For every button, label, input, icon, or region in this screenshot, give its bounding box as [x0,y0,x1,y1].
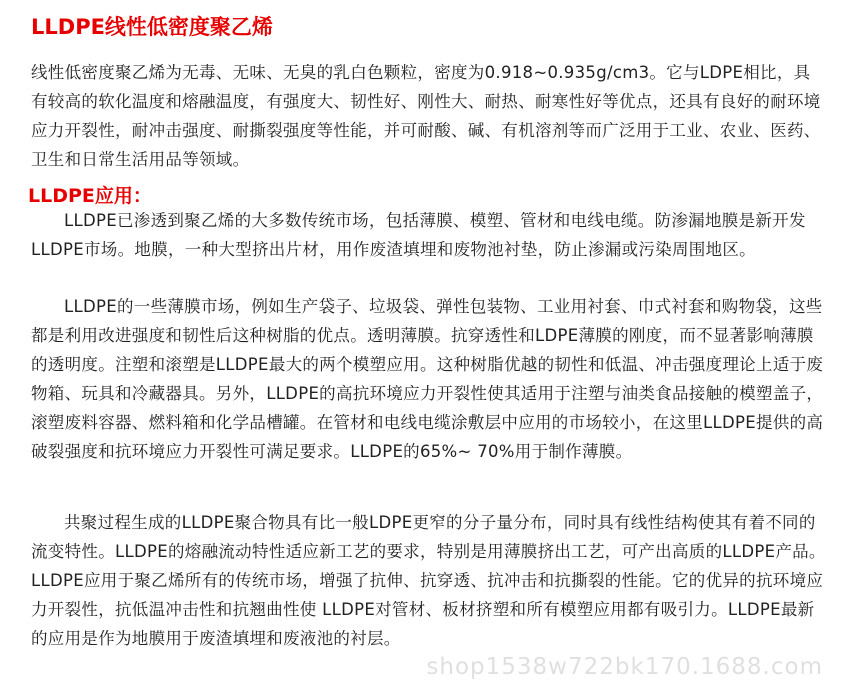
application-paragraph-2: LLDPE的一些薄膜市场，例如生产袋子、垃圾袋、弹性包装物、工业用衬套、巾式衬套和购物袋，这些都是利用改进强度和韧性后这种树脂的优点。透明薄膜。抗穿透性和LDPE薄膜的刚度，而不显著影响薄膜的透明度。注塑和滚塑是LLDPE最大的两个模塑应用。这种树脂优越的韧性和低温、冲击强度理论上适于废物箱、玩具和冷藏器具。另外，LLDPE的高抗环境应力开裂性使其适用于注塑与油类食品接触的模塑盖子，滚塑废料容器、燃料箱和化学品槽罐。在管材和电线电缆涂敷层中应用的市场较小，在这里LLDPE提供的高破裂强度和抗环境应力开裂性可满足要求。LLDPE的65%~ 70%用于制作薄膜。 [31,297,824,461]
application-paragraph-3: 共聚过程生成的LLDPE聚合物具有比一般LDPE更窄的分子量分布，同时具有线性结构使其有着不同的流变特性。LLDPE的熔融流动特性适应新工艺的要求，特别是用薄膜挤出工艺，可产出高质的LLDPE产品。LLDPE应用于聚乙烯所有的传统市场，增强了抗伸、抗穿透、抗冲击和抗撕裂的性能。它的优异的抗环境应力开裂性，抗低温冲击性和抗翘曲性使 LLDPE对管材、板材挤塑和所有模塑应用都有吸引力。LLDPE最新的应用是作为地膜用于废渣填埋和废液池的衬层。 [31,513,826,648]
application-paragraph-1: LLDPE已渗透到聚乙烯的大多数传统市场，包括薄膜、模塑、管材和电线电缆。防渗漏地膜是新开发LLDPE市场。地膜，一种大型挤出片材，用作废渣填埋和废物池衬垫，防止渗漏或污染周围地区。 [31,211,806,259]
shop-watermark: shop1538w722bk170.1688.com [426,654,823,680]
intro-paragraph: 线性低密度聚乙烯为无毒、无味、无臭的乳白色颗粒，密度为0.918~0.935g/cm3。它与LDPE相比，具有较高的软化温度和熔融温度，有强度大、韧性好、刚性大、耐热、耐寒性好等优点，还具有良好的耐环境应力开裂性，耐冲击强度、耐撕裂强度等性能，并可耐酸、碱、有机溶剂等而广泛用于工业、农业、医药、卫生和日常生活用品等领域。 [31,63,821,169]
page-title: LLDPE线性低密度聚乙烯 [31,15,273,39]
application-heading: LLDPE应用： [28,185,152,207]
